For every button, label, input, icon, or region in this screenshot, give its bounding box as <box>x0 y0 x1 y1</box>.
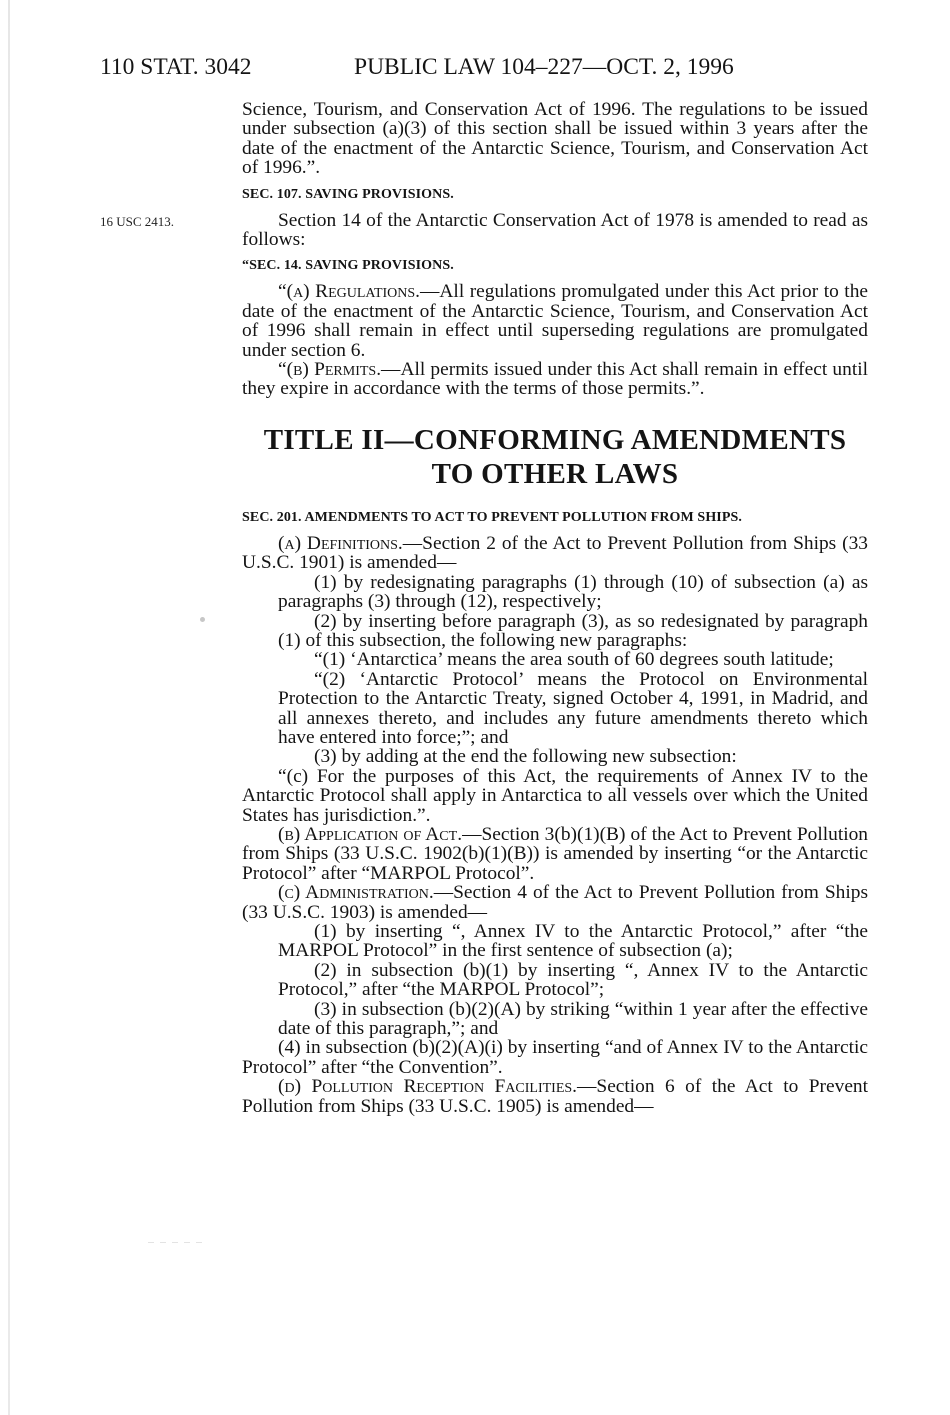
paragraph-permits <box>242 360 868 399</box>
paragraph-text: —Section 3(b)(1)(B) of the Act to Prevent Pollution from Ships (33 U.S.C. 1902(b)(1)(B)) is amended by inserting “or the Antarctic Protocol” after “MARPOL Protocol”. <box>242 823 868 884</box>
paragraph-application <box>242 825 868 883</box>
paragraph-text: —All regulations promulgated under this Act prior to the date of the enactment of the Antarctic Science, Tourism, and Conservation Act of 1996 shall remain in effect until superseding regulations are promulgated under section 6. <box>242 281 868 361</box>
paragraph-subsection-c: “(c) For the purposes of this Act, the requirements of Annex IV to the Antarctic Protocol shall apply in Antarctica to all vessels over which the United States has jurisdiction.”. <box>242 765 868 826</box>
paragraph-regulations <box>242 282 868 360</box>
title-heading <box>242 423 868 491</box>
page-header <box>100 50 866 84</box>
paragraph-section-14-amend: Section 14 of the Antarctic Conservation Act of 1978 is amended to read as follows: <box>242 209 868 251</box>
paragraph-text: —Section 2 of the Act to Prevent Pollution from Ships (33 U.S.C. 1901) is amended— <box>242 532 868 574</box>
paragraph-definitions <box>242 534 868 573</box>
paragraph-label: (d) Pollution Reception Facilities. <box>278 1076 578 1098</box>
section-heading-201: SEC. 201. AMENDMENTS TO ACT TO PREVENT POLLUTION FROM SHIPS. <box>242 509 742 525</box>
title-line-2: TO OTHER LAWS <box>431 457 679 490</box>
paragraph-item-1: (1) by redesignating paragraphs (1) through (10) of subsection (a) as paragraphs (3) through (12), respectively; <box>278 571 868 613</box>
public-law-citation: PUBLIC LAW 104–227—OCT. 2, 1996 <box>354 54 734 80</box>
paragraph-administration <box>242 883 868 922</box>
paragraph-admin-item-2: (2) in subsection (b)(1) by inserting “, Annex IV to the Antarctic Protocol,” after “the MARPOL Protocol”; <box>278 959 868 1001</box>
margin-note: 16 USC 2413. <box>100 214 175 229</box>
paragraph-reception-facilities <box>242 1077 868 1116</box>
paragraph-item-3: (3) by adding at the end the following new subsection: <box>314 746 737 768</box>
scan-speck <box>200 617 205 622</box>
paragraph-label: (b) Application of Act. <box>278 823 463 845</box>
paragraph-label: “(a) Regulations. <box>278 281 421 303</box>
section-heading-107: SEC. 107. SAVING PROVISIONS. <box>242 186 454 202</box>
paragraph-item-2: (2) by inserting before paragraph (3), as so redesignated by paragraph (1) of this subsection, the following new paragraphs: <box>278 610 868 651</box>
scan-edge <box>8 0 10 1415</box>
title-line-1: TITLE II—CONFORMING AMENDMENTS <box>263 423 847 456</box>
paragraph-text: —Section 4 of the Act to Prevent Pollution from Ships (33 U.S.C. 1903) is amended— <box>242 882 868 923</box>
paragraph-label: (c) Administration. <box>278 882 434 904</box>
statute-citation: 110 STAT. 3042 <box>100 54 252 80</box>
paragraph-continued: Science, Tourism, and Conservation Act of 1996. The regulations to be issued under subsection (a)(3) of this section shall be issued within 3 years after the date of the enactment of the Antarctic Science, Tourism, and Conservation Act of 1996.”. <box>242 99 868 179</box>
page-body <box>242 100 868 1116</box>
paragraph-text: —All permits issued under this Act shall remain in effect until they expire in accordance with the terms of those permits.”. <box>242 359 868 400</box>
scan-smudge <box>148 1242 208 1243</box>
paragraph-label: “(b) Permits. <box>278 359 382 381</box>
section-heading-14: “SEC. 14. SAVING PROVISIONS. <box>242 258 454 274</box>
paragraph-text: —Section 6 of the Act to Prevent Pollution from Ships (33 U.S.C. 1905) is amended— <box>242 1076 869 1117</box>
paragraph-admin-item-1: (1) by inserting “, Annex IV to the Antarctic Protocol,” after “the MARPOL Protocol” in the first sentence of subsection (a); <box>278 921 868 962</box>
paragraph-label: (a) Definitions. <box>278 532 403 554</box>
paragraph-admin-item-4: (4) in subsection (b)(2)(A)(i) by inserting “and of Annex IV to the Antarctic Protocol” after “the Convention”. <box>242 1037 868 1078</box>
paragraph-admin-item-3: (3) in subsection (b)(2)(A) by striking “within 1 year after the effective date of this paragraph,”; and <box>278 998 868 1040</box>
paragraph-def-antarctica: “(1) ‘Antarctica’ means the area south of 60 degrees south latitude; <box>314 649 834 671</box>
paragraph-def-protocol: “(2) ‘Antarctic Protocol’ means the Protocol on Environmental Protection to the Antarctic Treaty, signed October 4, 1991, in Madrid, and all annexes thereto, and includes any future amendments thereto which have entered into force;”; and <box>278 668 868 748</box>
